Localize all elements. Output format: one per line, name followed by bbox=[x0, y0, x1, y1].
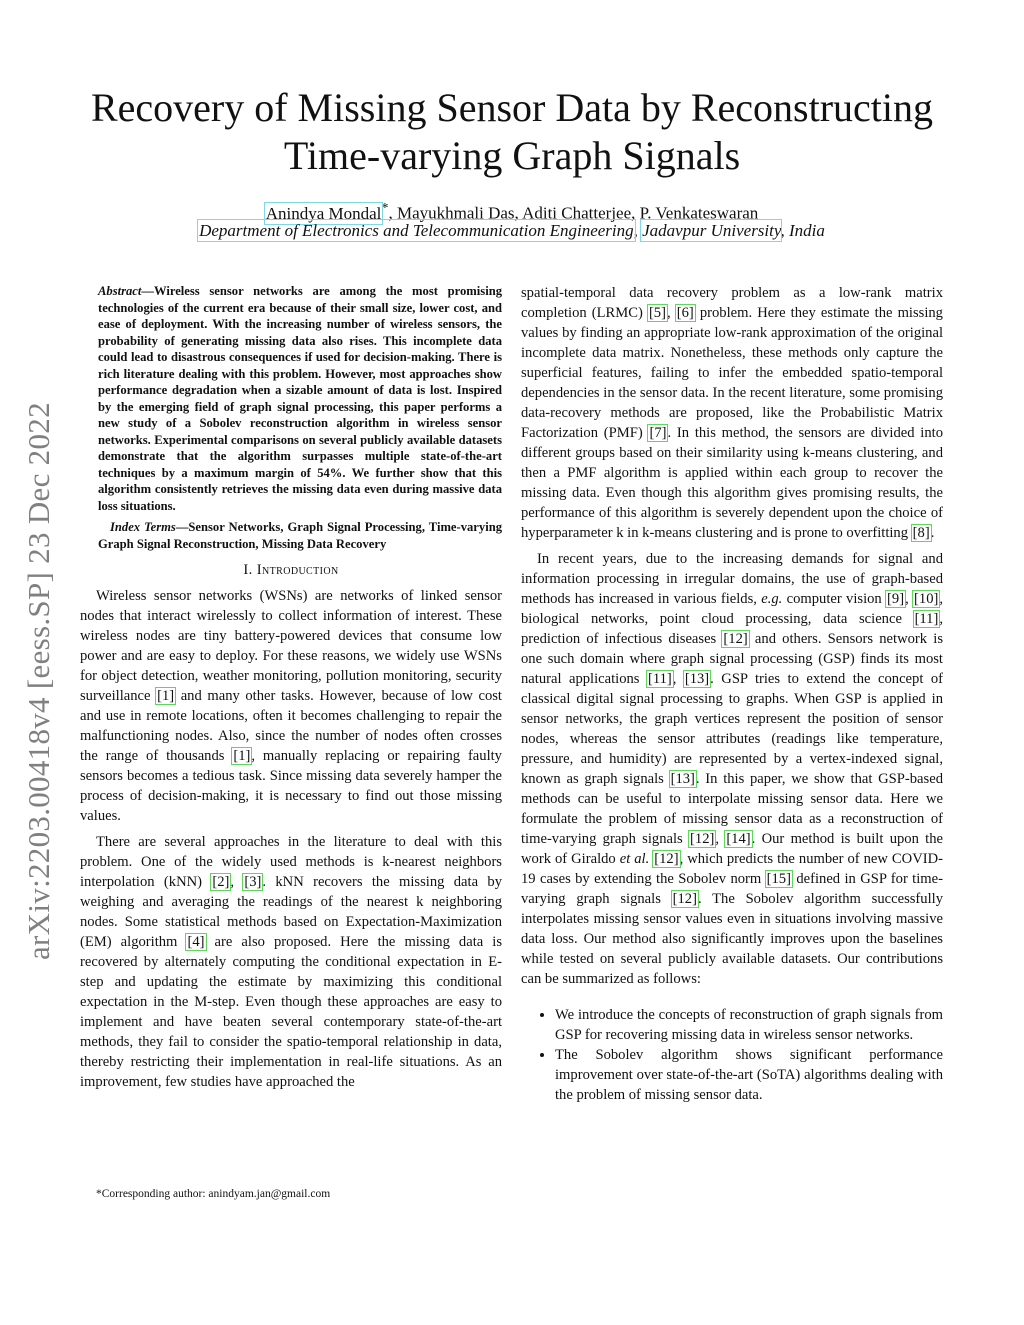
citation-link[interactable]: [4] bbox=[187, 934, 205, 950]
contributions-list bbox=[521, 1005, 943, 1105]
text-run: , bbox=[905, 591, 914, 607]
citation-link[interactable]: [1] bbox=[233, 748, 251, 764]
arxiv-identifier: arXiv:2203.00418v4 [eess.SP] 23 Dec 2022 bbox=[21, 402, 56, 960]
text-run: . bbox=[930, 525, 935, 541]
text-run: . kNN recovers the missing data by weighing and averaging the readings of the nearest k neighboring nodes. Some statistical methods based on Expectation-Maximization (EM) algorithm bbox=[80, 874, 502, 950]
text-run: . Our method is built upon the work of Giraldo bbox=[521, 831, 944, 867]
text-run: , bbox=[715, 831, 726, 847]
right-column bbox=[521, 283, 943, 1105]
index-terms bbox=[98, 519, 502, 552]
abstract-body: Wireless sensor networks are among the most promising technologies of the current era because of their small size, lower cost, and ease of deployment. With the increasing number of wireless sensors, the probability of generating missing data also rises. This incomplete data could lead to disastrous consequences if used for decision-making. There is rich literature dealing with this problem. However, most approaches show performance degradation when a sizable amount of data is lost. Inspired by the emerging field of graph signal processing, this paper performs a new study of a Sobolev reconstruction algorithm in wireless sensor networks. Experimental comparisons on several publicly available datasets demonstrate that the algorithm surpasses multiple state-of-the-art techniques by a maximum margin of 54%. We further show that this algorithm consistently retrieves the missing data even during massive data loss situations. bbox=[98, 284, 502, 513]
citation-link[interactable]: [6] bbox=[676, 305, 694, 321]
text-run: . In this paper, we show that GSP-based methods can be useful to interpolate missing sensor data. Here we formulate the problem of missing sensor data as a reconstruction of time-varying graph signals bbox=[521, 771, 943, 847]
author-link[interactable]: Anindya Mondal bbox=[265, 203, 382, 223]
affiliation bbox=[60, 219, 964, 243]
right-paragraph-1 bbox=[521, 283, 943, 543]
citation-link[interactable]: [5] bbox=[648, 305, 666, 321]
corresponding-mark: * bbox=[381, 200, 389, 216]
citation-link[interactable]: [3] bbox=[244, 874, 262, 890]
citation-link[interactable]: [11] bbox=[647, 671, 672, 687]
text-run: Wireless sensor networks (WSNs) are networks of linked sensor nodes that interact wirelessly to collect information of interest. These wireless nodes are tiny battery-powered devices that consume low power and are easy to deploy. For these reasons, we widely use WSNs for object detection, weather monitoring, pollution monitoring, security surveillance bbox=[80, 588, 502, 704]
text-run: . GSP tries to extend the concept of classical digital signal processing to graphs. When GSP is applied in sensor networks, the graph vertices represent the position of sensor nodes, whereas the sensor attributes (readings like temperature, pressure, and humidity) are represented by a vertex-indexed signal, known as graph signals bbox=[521, 671, 943, 787]
abstract-dash: — bbox=[141, 284, 154, 298]
text-run: , prediction of infectious diseases bbox=[521, 611, 943, 647]
citation-link[interactable]: [11] bbox=[914, 611, 939, 627]
text-run: spatial-temporal data recovery problem as a low-rank matrix completion (LRMC) bbox=[521, 285, 943, 321]
citation-link[interactable]: [2] bbox=[212, 874, 230, 890]
text-run: , manually replacing or repairing faulty sensors becomes a tedious task. Since missing data severely hamper the process of decision-making, it is necessary to find out those missing values. bbox=[80, 748, 502, 824]
paper-title bbox=[60, 84, 964, 180]
citation-link[interactable]: [12] bbox=[672, 891, 697, 907]
affil-separator: , bbox=[633, 221, 643, 240]
contribution-item: • We introduce the concepts of reconstruction of graph signals from GSP for recovering missing data in wireless sensor networks. bbox=[555, 1005, 943, 1045]
abstract bbox=[80, 283, 502, 552]
text-run: , bbox=[672, 671, 684, 687]
index-terms-dash: — bbox=[175, 520, 189, 534]
citation-link[interactable]: [8] bbox=[912, 525, 930, 541]
text-run: There are several approaches in the literature to deal with this problem. One of the widely used methods is k-nearest neighbors interpolation (kNN) bbox=[80, 834, 502, 890]
text-run: and many other tasks. However, because of low cost and use in remote locations, often it becomes challenging to repair the malfunctioning nodes. Also, since the number of nodes often crosses the range of thousands bbox=[80, 688, 502, 764]
footnote: *Corresponding author: anindyam.jan@gmail.com bbox=[96, 1188, 331, 1200]
citation-link[interactable]: [9] bbox=[887, 591, 905, 607]
citation-link[interactable]: [15] bbox=[766, 871, 791, 887]
department-link[interactable]: Department of Electronics and Telecommunication Engineering bbox=[199, 221, 634, 240]
title-line-1: Recovery of Missing Sensor Data by Reconstructing bbox=[90, 85, 934, 130]
citation-link[interactable]: [1] bbox=[157, 688, 175, 704]
text-run-italic: e.g. bbox=[761, 591, 783, 607]
text-run: and others. Sensors network is one such domain where graph signal processing (GSP) finds its most natural applications bbox=[521, 631, 943, 687]
citation-link[interactable]: [13] bbox=[670, 771, 695, 787]
intro-paragraph-2 bbox=[80, 832, 502, 1092]
index-terms-body: Sensor Networks, Graph Signal Processing, Time-varying Graph Signal Reconstruction, Missing Data Recovery bbox=[98, 520, 502, 551]
university-link[interactable]: Jadavpur University bbox=[642, 221, 781, 240]
citation-link[interactable]: [12] bbox=[723, 631, 748, 647]
intro-paragraph-1 bbox=[80, 586, 502, 826]
citation-link[interactable]: [12] bbox=[690, 831, 715, 847]
citation-link[interactable]: [10] bbox=[914, 591, 939, 607]
index-terms-label: Index Terms bbox=[110, 520, 176, 534]
text-run: defined in GSP for time-varying graph signals bbox=[521, 871, 943, 907]
abstract-label: Abstract bbox=[98, 284, 142, 298]
contribution-item: • The Sobolev algorithm shows significant performance improvement over state-of-the-art (SoTA) algorithms dealing with the problem of missing sensor data. bbox=[555, 1045, 943, 1105]
text-run: are also proposed. Here the missing data is recovered by alternately computing the conditional expectation in E-step and updating the estimate by maximizing this conditional expectation in the M-step. Even though these approaches are easy to implement and have beaten several contemporary state-of-the-art methods, they fail to consider the spatio-temporal relationship in data, thereby restricting their implementation in real-life situations. As an improvement, few studies have approached the bbox=[80, 934, 503, 1090]
text-run: . The Sobolev algorithm successfully interpolates missing sensor values even in situations involving massive data loss. Our method also significantly improves upon the baselines while tested on several publicly available datasets. Our contributions can be summarized as follows: bbox=[521, 891, 944, 987]
citation-link[interactable]: [13] bbox=[684, 671, 710, 687]
section-title: Introduction bbox=[256, 562, 339, 578]
text-run: In recent years, due to the increasing demands for signal and information processing in irregular domains, the use of graph-based methods has increased in various fields, bbox=[521, 551, 943, 607]
text-run: , bbox=[666, 305, 676, 321]
abstract-text bbox=[98, 283, 502, 514]
citation-link[interactable]: [12] bbox=[654, 851, 679, 867]
section-heading-introduction bbox=[80, 560, 502, 580]
affil-country: , India bbox=[780, 221, 825, 240]
text-run: . In this method, the sensors are divided into different groups based on their similarity using k-means clustering, and then a PMF algorithm is applied within each group to recover the missing data. Even though this algorithm gives promising results, the performance of this algorithm is severely dependent upon the choice of hyperparameter k in k-means clustering and is prone to overfitting bbox=[521, 425, 943, 541]
coauthors: , Mayukhmali Das, Aditi Chatterjee, P. Venkateswaran bbox=[388, 203, 759, 223]
left-column bbox=[80, 283, 502, 1092]
right-paragraph-2 bbox=[521, 549, 943, 989]
title-line-2: Time-varying Graph Signals bbox=[283, 133, 741, 178]
text-run: computer vision bbox=[782, 591, 887, 607]
section-number: I. bbox=[243, 562, 257, 578]
text-run: problem. Here they estimate the missing values by finding an appropriate low-rank approximation of the original incomplete data matrix. Nonetheless, these methods only capture the superficial features, failing to infer the embedded spatio-temporal dependencies in the sensor data. In the recent literature, some promising data-recovery methods are proposed, like the Probabilistic Matrix Factorization (PMF) bbox=[521, 305, 943, 441]
text-run-italic: et al. bbox=[619, 851, 650, 867]
text-run: , biological networks, point cloud processing, data science bbox=[521, 591, 944, 627]
text-run: , bbox=[230, 874, 244, 890]
citation-link[interactable]: [14] bbox=[726, 831, 751, 847]
citation-link[interactable]: [7] bbox=[649, 425, 667, 441]
text-run: , which predicts the number of new COVID-19 cases by extending the Sobolev norm bbox=[521, 851, 943, 887]
